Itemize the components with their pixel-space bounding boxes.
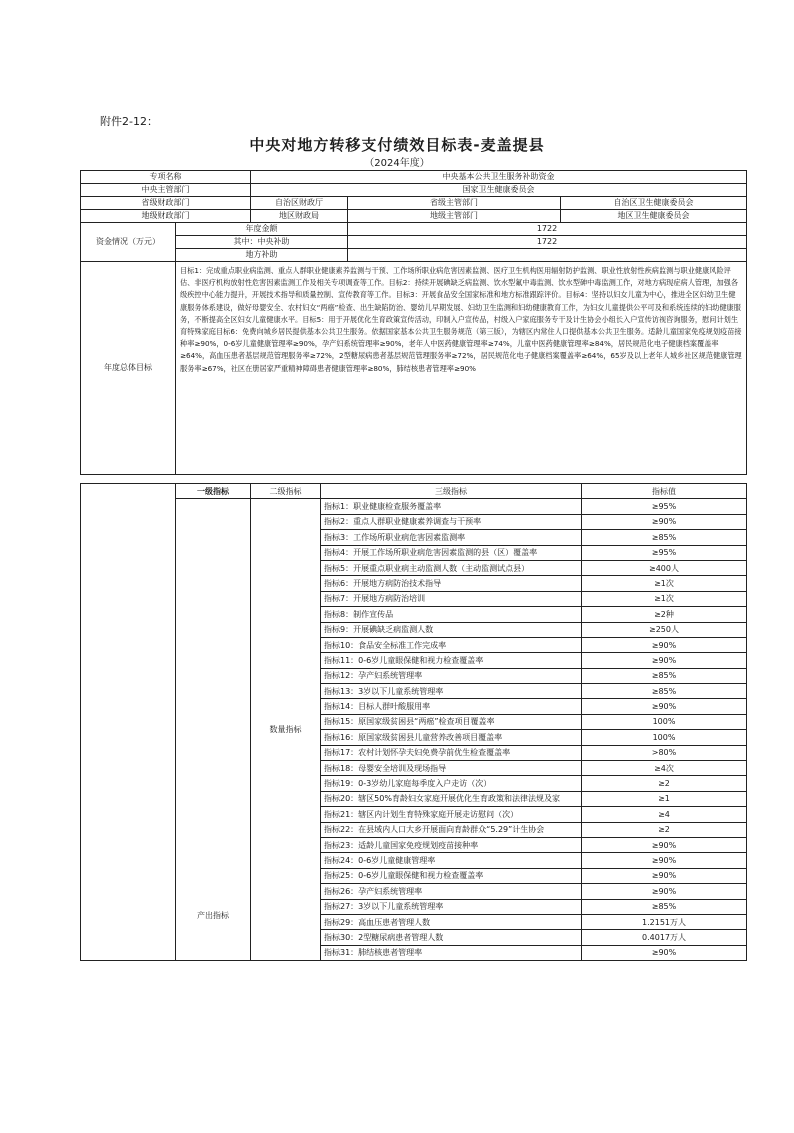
local-subsidy bbox=[348, 249, 747, 262]
indicator-name: 指标21：辖区内计划生育特殊家庭开展走访慰问（次） bbox=[321, 807, 582, 822]
indicator-name: 指标3：工作场所职业病危害因素监测率 bbox=[321, 530, 582, 545]
indicator-name: 指标13：3岁以下儿童系统管理率 bbox=[321, 684, 582, 699]
indicator-name: 指标25：0-6岁儿童眼保健和视力检查覆盖率 bbox=[321, 868, 582, 883]
indicator-name: 指标12：孕产妇系统管理率 bbox=[321, 668, 582, 683]
indicator-value: ≥1 bbox=[582, 791, 747, 806]
attachment-label: 附件2-12： bbox=[100, 115, 158, 128]
indicator-name: 指标7：开展地方病防治培训 bbox=[321, 591, 582, 606]
indicator-value: ≥90% bbox=[582, 837, 747, 852]
indicator-table bbox=[80, 483, 747, 961]
indicator-name: 指标14：目标人群叶酸服用率 bbox=[321, 699, 582, 714]
indicator-value: ≥90% bbox=[582, 637, 747, 652]
indicator-value: 0.4017万人 bbox=[582, 930, 747, 945]
indicator-name: 指标11：0-6岁儿童眼保健和视力检查覆盖率 bbox=[321, 653, 582, 668]
indicator-name: 指标6：开展地方病防治技术指导 bbox=[321, 576, 582, 591]
prov-finance: 自治区财政厅 bbox=[251, 197, 348, 210]
document-title: 中央对地方转移支付绩效目标表-麦盖提县 bbox=[249, 136, 545, 154]
indicator-name: 指标26：孕产妇系统管理率 bbox=[321, 884, 582, 899]
indicator-name: 指标10：食品安全标准工作完成率 bbox=[321, 637, 582, 652]
indicator-value: ≥85% bbox=[582, 899, 747, 914]
header-value: 指标值 bbox=[582, 484, 747, 499]
prov-dept-label: 省级主管部门 bbox=[348, 197, 561, 210]
indicator-value: ≥95% bbox=[582, 545, 747, 560]
indicator-name: 指标30：2型糖尿病患者管理人数 bbox=[321, 930, 582, 945]
central-dept: 国家卫生健康委员会 bbox=[251, 184, 747, 197]
indicator-value: ≥4 bbox=[582, 807, 747, 822]
indicator-value: ≥90% bbox=[582, 884, 747, 899]
indicator-value: ≥90% bbox=[582, 853, 747, 868]
pref-finance: 地区财政局 bbox=[251, 210, 348, 223]
indicator-name: 指标29：高血压患者管理人数 bbox=[321, 914, 582, 929]
indicator-name: 指标31：肺结核患者管理率 bbox=[321, 945, 582, 960]
indicator-value: ≥90% bbox=[582, 868, 747, 883]
indicator-name: 指标22：在县域内人口大乡开展面向育龄群众“5.29”计生协会 bbox=[321, 822, 582, 837]
document-subtitle: （2024年度） bbox=[364, 158, 430, 169]
indicator-value: ≥2 bbox=[582, 776, 747, 791]
annual-amount: 1722 bbox=[348, 223, 747, 236]
indicator-row bbox=[81, 499, 747, 514]
pref-dept: 地区卫生健康委员会 bbox=[561, 210, 747, 223]
indicator-name: 指标5：开展重点职业病主动监测人数（主动监测试点县） bbox=[321, 560, 582, 575]
indicator-name: 指标17：农村计划怀孕夫妇免费孕前优生检查覆盖率 bbox=[321, 745, 582, 760]
indicator-value: ≥400人 bbox=[582, 560, 747, 575]
indicator-name: 指标16：原国家级贫困县儿童营养改善项目覆盖率 bbox=[321, 730, 582, 745]
indicator-value: ≥85% bbox=[582, 684, 747, 699]
indicator-value: ≥90% bbox=[582, 945, 747, 960]
indicator-value: ≥2种 bbox=[582, 607, 747, 622]
indicator-name: 指标1：职业健康检查服务覆盖率 bbox=[321, 499, 582, 514]
header-level1: 一级指标 bbox=[176, 484, 251, 499]
funds-label: 资金情况（万元） bbox=[81, 223, 176, 262]
indicator-value: 1.2151万人 bbox=[582, 914, 747, 929]
level1-label: 产出指标 bbox=[176, 499, 251, 961]
indicator-value: ≥95% bbox=[582, 499, 747, 514]
indicator-name: 指标19：0-3岁幼儿家庭每季度入户走访（次） bbox=[321, 776, 582, 791]
indicator-value: ≥2 bbox=[582, 822, 747, 837]
indicator-value: ≥90% bbox=[582, 514, 747, 529]
indicator-value: ≥85% bbox=[582, 530, 747, 545]
prov-dept: 自治区卫生健康委员会 bbox=[561, 197, 747, 210]
indicator-name: 指标20：辖区50%育龄妇女家庭开展优化生育政策和法律法规及家 bbox=[321, 791, 582, 806]
header-level2: 二级指标 bbox=[251, 484, 321, 499]
project-name-label: 专项名称 bbox=[81, 171, 251, 184]
indicator-name: 指标18：母婴安全培训及现场指导 bbox=[321, 761, 582, 776]
indicator-name: 指标27：3岁以下儿童系统管理率 bbox=[321, 899, 582, 914]
indicator-name: 指标9：开展碘缺乏病监测人数 bbox=[321, 622, 582, 637]
goals-text: 目标1：完成重点职业病监测、重点人群职业健康素养监测与干预、工作场所职业病危害因素监测、医疗卫生机构医用辐射防护监测、职业性放射性疾病监测与职业健康风险评估、非医疗机构放射性危害因素监测工作及相关专项调查等工作。目标2：持续开展碘缺乏病监测、饮水型氟中毒监测、饮水型砷中毒监测工作，对地方病现症病人管理，加强各级疾控中心能力提升，开展技术指导和质量控制、宣传教育等工作。目标3：开展食品安全国家标准和地方标准跟踪评价。目标4：坚持以妇女儿童为中心，推进全区妇幼卫生健康服务体系建设，做好母婴安全、农村妇女“两癌”检查、出生缺陷防治、婴幼儿早期发展、妇幼卫生监测和妇幼健康教育工作，为妇女儿童提供公平可及和系统连续的妇幼健康服务，不断提高全区妇女儿童健康水平。目标5：用于开展优化生育政策宣传活动，印制入户宣传品，村级入户家庭服务专干及计生协会小组长入户宣传访视咨询服务，慰问计划生育特殊家庭目标6：免费向城乡居民提供基本公共卫生服务。依据国家基本公共卫生服务规范（第三版），为辖区内常住人口提供基本公共卫生服务。适龄儿童国家免疫规划疫苗接种率≥90%，0-6岁儿童健康管理率≥90%，孕产妇系统管理率≥90%，老年人中医药健康管理率≥74%，儿童中医药健康管理率≥84%，居民规范化电子健康档案覆盖率≥64%，高血压患者基层规范管理服务率≥72%，2型糖尿病患者基层规范管理服务率≥72%，居民规范化电子健康档案覆盖率≥64%，65岁及以上老年人城乡社区规范健康管理服务率≥67%，社区在册居家严重精神障碍患者健康管理率≥80%，肺结核患者管理率≥90% bbox=[176, 262, 747, 475]
prov-finance-label: 省级财政部门 bbox=[81, 197, 251, 210]
project-name: 中央基本公共卫生服务补助资金 bbox=[251, 171, 747, 184]
indicator-value: 100% bbox=[582, 714, 747, 729]
indicator-name: 指标15：原国家级贫困县“两癌”检查项目覆盖率 bbox=[321, 714, 582, 729]
pref-dept-label: 地级主管部门 bbox=[348, 210, 561, 223]
indicator-value: ≥85% bbox=[582, 668, 747, 683]
central-subsidy-label: 其中：中央补助 bbox=[176, 236, 348, 249]
header-level3: 三级指标 bbox=[321, 484, 582, 499]
indicator-name: 指标8：制作宣传品 bbox=[321, 607, 582, 622]
annual-amount-label: 年度金额 bbox=[176, 223, 348, 236]
pref-finance-label: 地级财政部门 bbox=[81, 210, 251, 223]
indicator-name: 指标4：开展工作场所职业病危害因素监测的县（区）覆盖率 bbox=[321, 545, 582, 560]
local-subsidy-label: 地方补助 bbox=[176, 249, 348, 262]
indicator-value: ≥90% bbox=[582, 699, 747, 714]
indicator-name: 指标23：适龄儿童国家免疫规划疫苗接种率 bbox=[321, 837, 582, 852]
indicator-value: ≥1次 bbox=[582, 591, 747, 606]
level1-left-blank bbox=[81, 484, 176, 961]
indicator-value: >80% bbox=[582, 745, 747, 760]
indicator-value: ≥1次 bbox=[582, 576, 747, 591]
central-subsidy: 1722 bbox=[348, 236, 747, 249]
central-dept-label: 中央主管部门 bbox=[81, 184, 251, 197]
level2-label: 数量指标 bbox=[251, 499, 321, 961]
goals-label: 年度总体目标 bbox=[81, 262, 176, 475]
indicator-value: 100% bbox=[582, 730, 747, 745]
indicator-value: ≥90% bbox=[582, 653, 747, 668]
indicator-name: 指标2：重点人群职业健康素养调查与干预率 bbox=[321, 514, 582, 529]
indicator-name: 指标24：0-6岁儿童健康管理率 bbox=[321, 853, 582, 868]
indicator-value: ≥250人 bbox=[582, 622, 747, 637]
indicator-value: ≥4次 bbox=[582, 761, 747, 776]
info-table bbox=[80, 170, 747, 475]
